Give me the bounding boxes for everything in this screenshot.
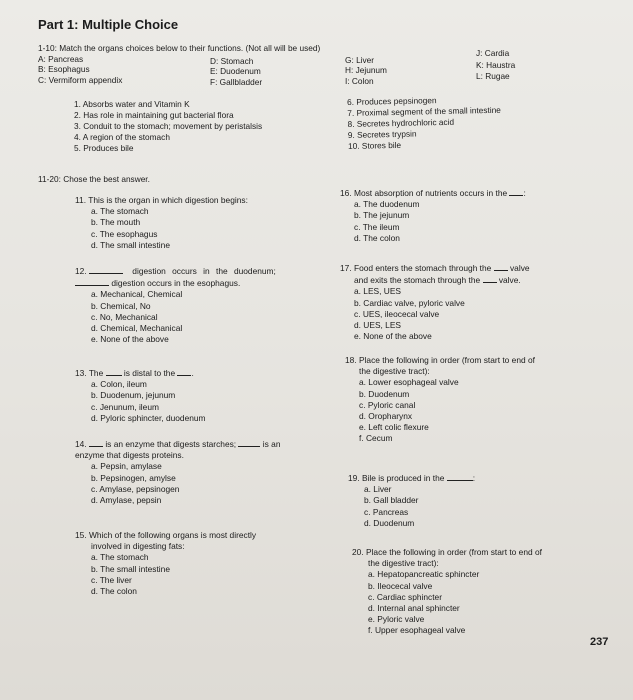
option: b. The small intestine xyxy=(91,563,170,574)
question-stem: valve xyxy=(509,263,530,273)
function-item: 3. Conduit to the stomach; movement by peristalsis xyxy=(74,120,263,131)
answer-blank[interactable] xyxy=(177,367,194,378)
question-20 xyxy=(352,547,542,637)
functions-right xyxy=(347,94,502,152)
question-18 xyxy=(345,355,535,445)
answer-blank[interactable] xyxy=(494,262,508,271)
question-stem: Which of the following organs is most directly xyxy=(88,530,257,540)
function-item: 7. Proximal segment of the small intestine xyxy=(347,104,501,118)
option: d. Oropharynx xyxy=(359,411,413,422)
choice: F: Gallbladder xyxy=(210,76,263,87)
option: c. Jenunum, ileum xyxy=(91,401,159,412)
option: b. The mouth xyxy=(91,217,141,228)
question-number: 20. xyxy=(352,547,364,557)
option: c. No, Mechanical xyxy=(91,311,158,322)
function-item: 10. Stores bile xyxy=(347,139,402,151)
answer-blank[interactable] xyxy=(238,438,260,447)
question-stem: is distal to the xyxy=(123,368,176,378)
choice: C: Vermiform appendix xyxy=(38,74,123,85)
choice: L: Rugae xyxy=(476,71,510,81)
option: b. Gall bladder xyxy=(364,495,419,506)
page-number: 237 xyxy=(590,636,609,648)
option: c. Pancreas xyxy=(364,506,409,517)
answer-blank[interactable] xyxy=(89,438,103,447)
option: d. Duodenum xyxy=(364,517,415,528)
question-stem: and exits the stomach through the xyxy=(354,275,481,286)
option: b. Ileocecal valve xyxy=(368,580,433,591)
option: d. UES, LES xyxy=(354,320,402,331)
option: d. Pyloric sphincter, duodenum xyxy=(91,412,206,423)
option: c. The liver xyxy=(91,574,132,585)
choice: E: Duodenum xyxy=(210,66,261,77)
choices-col-4 xyxy=(476,48,515,83)
question-stem: Bile is produced in the xyxy=(361,473,445,483)
option: b. The jejunum xyxy=(354,210,410,221)
choice: K: Haustra xyxy=(476,59,516,70)
function-item: 6. Produces pepsinogen xyxy=(347,95,437,107)
question-stem: involved in digesting fats: xyxy=(91,541,185,552)
question-stem: the digestive tract): xyxy=(368,558,439,569)
option: b. Pepsinogen, amylse xyxy=(91,472,176,483)
option: c. Cardiac sphincter xyxy=(368,591,443,602)
question-number: 11. xyxy=(75,195,87,205)
option: d. Internal anal sphincter xyxy=(368,603,460,614)
question-13 xyxy=(75,367,206,424)
answer-blank[interactable] xyxy=(509,187,526,198)
question-12 xyxy=(75,265,276,345)
punctuation: . xyxy=(191,368,194,378)
question-number: 17. xyxy=(340,263,352,273)
question-number: 14. xyxy=(75,439,87,449)
choice: J: Cardia xyxy=(476,48,510,58)
punctuation: : xyxy=(472,473,476,483)
question-number: 15. xyxy=(75,530,87,540)
punctuation: : xyxy=(523,188,526,198)
option: b. Cardiac valve, pyloric valve xyxy=(354,297,465,308)
question-number: 13. The xyxy=(75,368,104,378)
question-stem: digestion occurs in the esophagus. xyxy=(111,278,241,289)
choices-col-3 xyxy=(345,55,387,86)
question-stem: enzyme that digests proteins. xyxy=(75,450,184,461)
choice: A: Pancreas xyxy=(38,54,84,64)
option: c. The ileum xyxy=(354,221,400,232)
function-item: 2. Has role in maintaining gut bacterial flora xyxy=(74,109,234,120)
option: e. Left colic flexure xyxy=(359,422,429,433)
question-stem: digestion occurs in the duodenum; xyxy=(132,266,276,276)
question-stem: the digestive tract): xyxy=(359,366,430,377)
matching-instruction: 1-10: Match the organs choices below to their functions. (Not all will be used) xyxy=(38,43,321,53)
question-stem: This is the organ in which digestion begins: xyxy=(88,195,248,205)
question-15 xyxy=(75,530,256,597)
option: e. None of the above xyxy=(354,331,432,342)
option: a. The stomach xyxy=(91,552,149,563)
choice: I: Colon xyxy=(345,75,374,86)
option: b. Chemical, No xyxy=(91,300,151,311)
question-stem: Most absorption of nutrients occurs in the xyxy=(353,188,508,198)
function-item: 1. Absorbs water and Vitamin K xyxy=(74,99,190,109)
question-stem: Place the following in order (from start to end of xyxy=(358,355,535,365)
question-number: 18. xyxy=(345,355,357,365)
option: f. Upper esophageal valve xyxy=(368,625,466,636)
option: b. Duodenum xyxy=(359,388,410,399)
option: e. None of the above xyxy=(91,334,169,345)
question-number: 19. xyxy=(348,473,360,483)
functions-left xyxy=(74,99,262,154)
choice: H: Jejunum xyxy=(345,65,387,76)
question-17 xyxy=(340,262,530,342)
option: a. Hepatopancreatic sphincter xyxy=(368,569,480,580)
function-item: 4. A region of the stomach xyxy=(74,131,170,142)
option: c. The esophagus xyxy=(91,228,158,239)
question-16 xyxy=(340,187,526,244)
choices-col-2 xyxy=(210,56,262,87)
function-item: 8. Secretes hydrochloric acid xyxy=(347,116,455,129)
option: d. Amylase, pepsin xyxy=(91,495,162,506)
option: f. Cecum xyxy=(359,433,393,444)
option: a. LES, UES xyxy=(354,286,402,297)
question-number: 12. xyxy=(75,266,87,276)
question-11 xyxy=(75,195,248,251)
option: c. UES, ileocecal valve xyxy=(354,308,440,319)
question-stem: is an xyxy=(262,439,281,449)
option: a. Lower esophageal valve xyxy=(359,377,459,388)
question-19 xyxy=(348,472,475,529)
answer-blank[interactable] xyxy=(483,274,497,283)
option: d. Chemical, Mechanical xyxy=(91,323,183,334)
question-14 xyxy=(75,438,280,506)
question-stem: Food enters the stomach through the xyxy=(353,263,492,273)
option: a. Pepsin, amylase xyxy=(91,461,162,472)
option: c. Pyloric canal xyxy=(359,399,416,410)
option: a. The stomach xyxy=(91,206,149,217)
choice: B: Esophagus xyxy=(38,64,90,75)
choice: G: Liver xyxy=(345,55,375,65)
choices-col-1 xyxy=(38,54,122,85)
choice: D: Stomach xyxy=(210,56,254,66)
answer-blank[interactable] xyxy=(75,277,109,286)
mc-instruction: 11-20: Chose the best answer. xyxy=(38,174,150,184)
function-item: 5. Produces bile xyxy=(74,142,134,153)
option: a. Liver xyxy=(364,484,392,495)
question-number: 16. xyxy=(340,188,352,198)
option: a. The duodenum xyxy=(354,199,420,210)
answer-blank[interactable] xyxy=(89,265,123,274)
question-stem: is an enzyme that digests starches; xyxy=(105,439,237,449)
question-stem: valve. xyxy=(498,275,521,286)
option: e. Pyloric valve xyxy=(368,614,425,625)
option: d. The colon xyxy=(91,586,137,597)
page-title: Part 1: Multiple Choice xyxy=(38,17,179,32)
function-item: 9. Secretes trypsin xyxy=(347,128,417,140)
option: c. Amylase, pepsinogen xyxy=(91,483,180,494)
answer-blank[interactable] xyxy=(106,367,122,376)
option: d. The colon xyxy=(354,232,400,243)
option: d. The small intestine xyxy=(91,239,170,250)
option: a. Colon, ileum xyxy=(91,379,147,390)
option: a. Mechanical, Chemical xyxy=(91,289,183,300)
answer-blank[interactable] xyxy=(447,472,476,483)
question-stem: Place the following in order (from start to end of xyxy=(365,547,542,557)
option: b. Duodenum, jejunum xyxy=(91,390,176,401)
